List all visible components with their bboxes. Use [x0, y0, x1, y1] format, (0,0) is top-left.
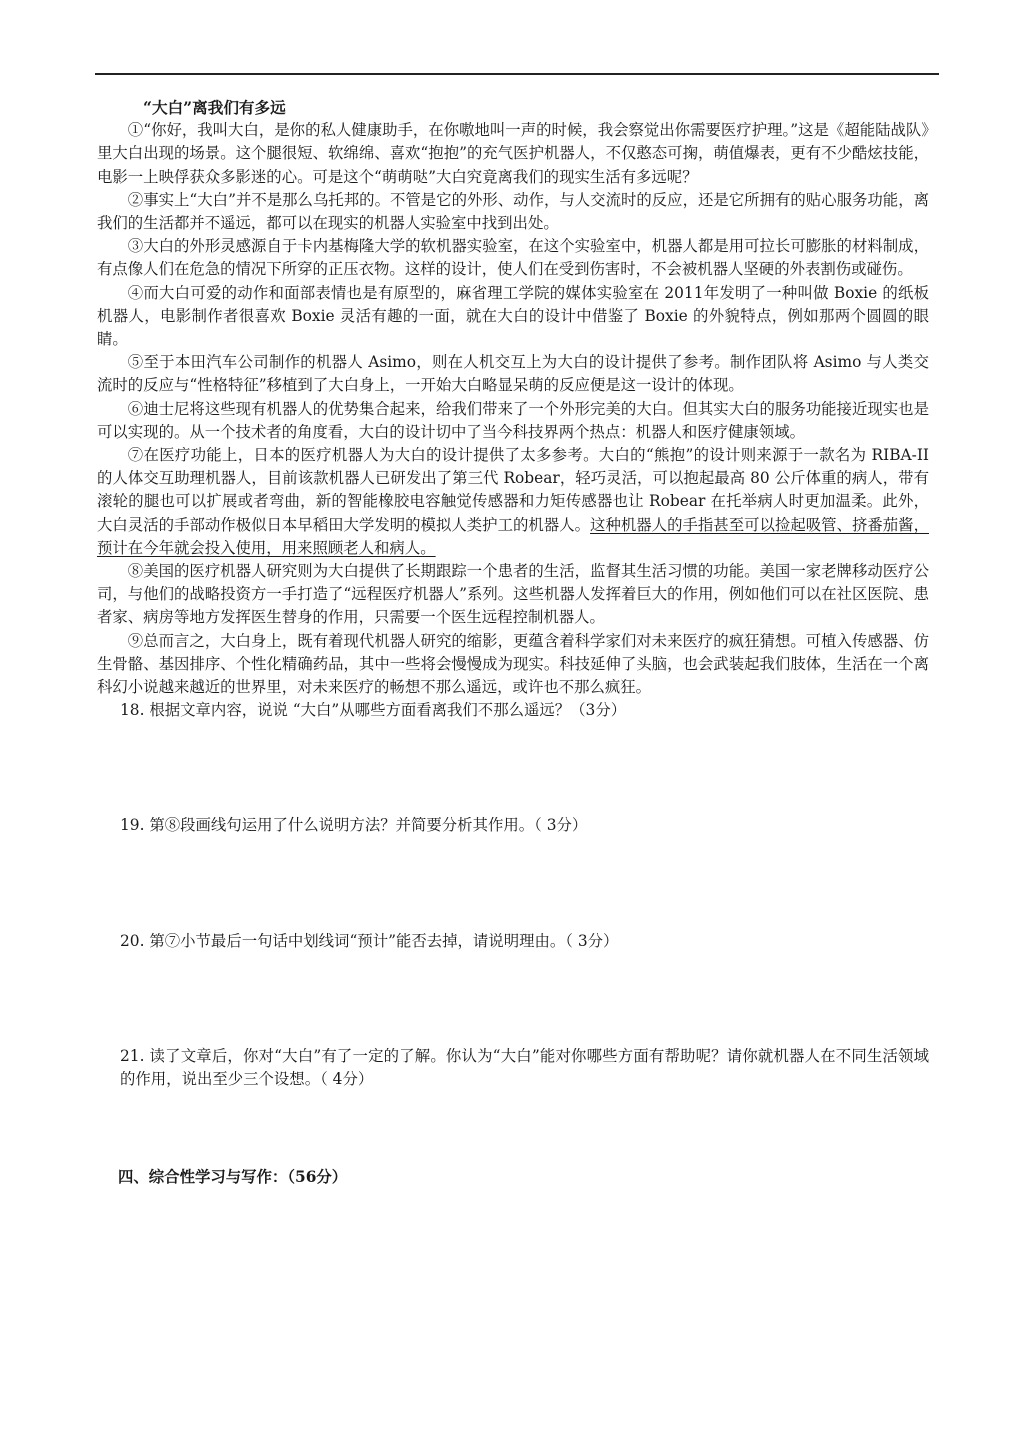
section-heading: 四、综合性学习与写作：（56分）	[118, 1168, 348, 1187]
paragraph-9: ⑨总而言之，大白身上，既有着现代机器人研究的缩影，更蕴含着科学家们对未来医疗的疯狂猜想。可植入传感器、仿生骨骼、基因排序、个性化精确药品，其中一些将会慢慢成为现实。科技延伸了头脑，也会武装起我们肢体，生活在一个离科幻小说越来越近的世界里，对未来医疗的畅想不那么遥远，或许也不那么疯狂。	[97, 631, 929, 697]
paragraph-4: ④而大白可爱的动作和面部表情也是有原型的，麻省理工学院的媒体实验室在 2011年发明了一种叫做 Boxie 的纸板机器人，电影制作者很喜欢 Boxie 灵活有趣的一面，就在大白的设计中借鉴了 Boxie 的外貌特点，例如那两个圆圆的眼睛。	[97, 283, 929, 349]
paragraph-3: ③大白的外形灵感源自于卡内基梅隆大学的软机器实验室，在这个实验室中，机器人都是用可拉长可膨胀的材料制成，有点像人们在危急的情况下所穿的正压衣物。这样的设计，使人们在受到伤害时，不会被机器人坚硬的外表割伤或碰伤。	[97, 237, 929, 279]
paragraph-6: ⑥迪士尼将这些现有机器人的优势集合起来，给我们带来了一个外形完美的大白。但其实大白的服务功能接近现实也是可以实现的。从一个技术者的角度看，大白的设计切中了当今科技界两个热点：机器人和医疗健康领域。	[97, 399, 929, 441]
paragraph-8: ⑧美国的医疗机器人研究则为大白提供了长期跟踪一个患者的生活，监督其生活习惯的功能。美国一家老牌移动医疗公司，与他们的战略投资方一手打造了“远程医疗机器人”系列。这些机器人发挥着巨大的作用，例如他们可以在社区医院、患者家、病房等地方发挥医生替身的作用，只需要一个医生远程控制机器人。	[97, 562, 929, 627]
page-content	[97, 96, 929, 1190]
paragraph-5: ⑤至于本田汽车公司制作的机器人 Asimo，则在人机交互上为大白的设计提供了参考。制作团队将 Asimo 与人类交流时的反应与“性格特征”移植到了大白身上，一开始大白略显呆萌的反应便是这一设计的体现。	[97, 353, 929, 395]
paragraph-1: ①“你好，我叫大白，是你的私人健康助手，在你嗷地叫一声的时候，我会察觉出你需要医疗护理。”这是《超能陆战队》里大白出现的场景。这个腿很短、软绵绵、喜欢“抱抱”的充气医护机器人，不仅憨态可掬，萌值爆表，更有不少酷炫技能，电影一上映俘获众多影迷的心。可是这个“萌萌哒”大白究竟离我们的现实生活有多远呢？	[97, 121, 929, 186]
question-18: 18. 根据文章内容，说说 “大白”从哪些方面看离我们不那么遥远？（3分）	[120, 701, 627, 720]
paragraph-2: ②事实上“大白”并不是那么乌托邦的。不管是它的外形、动作，与人交流时的反应，还是它所拥有的贴心服务功能，离我们的生活都并不遥远，都可以在现实的机器人实验室中找到出处。	[97, 190, 929, 233]
question-21: 21. 读了文章后，你对“大白”有了一定的了解。你认为“大白”能对你哪些方面有帮助呢？请你就机器人在不同生活领域的作用，说出至少三个设想。（ 4分）	[120, 1046, 929, 1089]
article-title: “大白”离我们有多远	[143, 98, 286, 117]
underlined-sentence: 这种机器人的手指甚至可以捡起吸管、挤番茄酱，预计在今年就会投入使用，用来照顾老人和病人。	[97, 515, 929, 557]
paragraph-7: ⑦在医疗功能上，日本的医疗机器人为大白的设计提供了太多参考。大白的“熊抱”的设计则来源于一款名为 RIBA-II 的人体交互助理机器人，目前该款机器人已研发出了第三代 Robear，轻巧灵活，可以抱起最高 80 公斤体重的病人，带有滚轮的腿也可以扩展或者弯曲，新的智能橡胶电容触觉传感器和力矩传感器也让 Robear 在托举病人时更加温柔。此外，大白灵活的手部动作极似日本早稻田大学发明的模拟人类护工的机器人。这种机器人的手指甚至可以捡起吸管、挤番茄酱，预计在今年就会投入使用，用来照顾老人和病人。	[97, 446, 929, 557]
header-rule	[95, 73, 939, 75]
question-20: 20. 第⑦小节最后一句话中划线词“预计”能否去掉，请说明理由。（ 3分）	[120, 931, 619, 950]
question-19: 19. 第⑧段画线句运用了什么说明方法？并简要分析其作用。（ 3分）	[120, 816, 588, 835]
